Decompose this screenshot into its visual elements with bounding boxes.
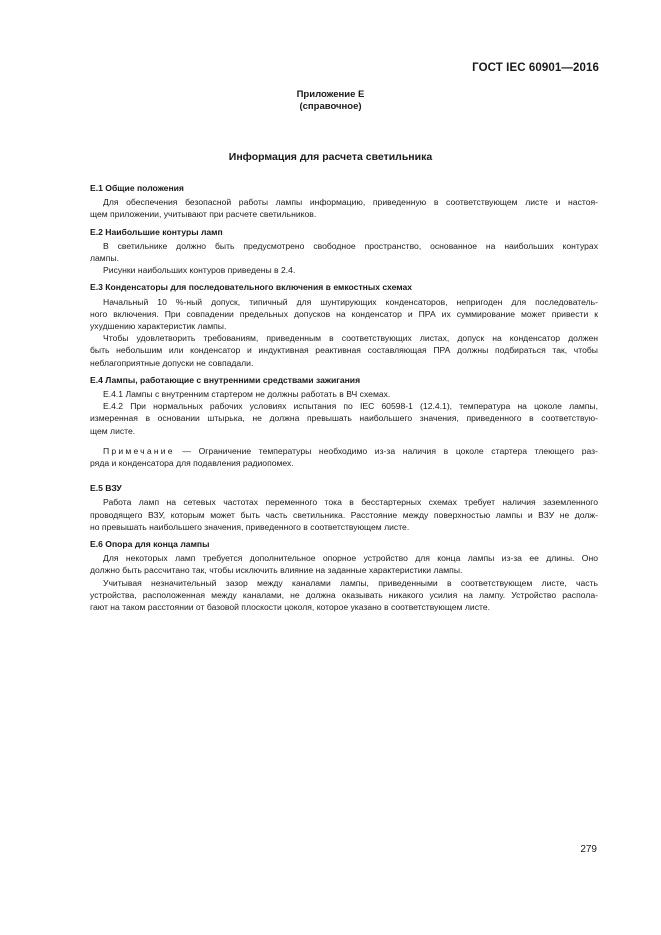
annex-title: Приложение Е: [296, 89, 365, 100]
text-line: но превышать наибольшего значения, приведенного в соответствующем листе.: [90, 521, 410, 532]
text-line: Для обеспечения безопасной работы лампы информацию, приведенную в соответствующем листе и настоя-: [103, 197, 598, 208]
text-line: лампы.: [90, 253, 119, 264]
section-e3-text: [90, 296, 598, 369]
text-line: ряда и конденсатора для подавления радиопомех.: [90, 458, 294, 469]
note-line: [90, 445, 598, 457]
text-line: щем листе.: [90, 425, 136, 436]
document-body: [90, 182, 598, 613]
text-line: Учитывая незначительный зазор между каналами лампы, приведенными в соответствующем листе, часть: [103, 577, 598, 588]
text-line: Е.4.2 При нормальных рабочих условиях испытания по IEC 60598-1 (12.4.1), температура на цоколе лампы,: [103, 401, 598, 412]
section-e1-text: [90, 196, 598, 220]
text-line: Е.4.1 Лампы с внутренним стартером не должны работать в ВЧ схемах.: [103, 389, 391, 400]
text-line: проводящего ВЗУ, которым может быть часть светильника. Расстояние между поверхностью лампы и ВЗУ не долж-: [90, 509, 598, 520]
text-line: Чтобы удовлетворить требованиям, приведенным в соответствующих листах, допуск на конденсатор должен: [103, 333, 598, 344]
section-heading-e3: Е.3 Конденсаторы для последовательного включения в емкостных схемах: [90, 282, 413, 293]
document-title: Информация для расчета светильника: [228, 151, 433, 163]
text-line: должно быть рассчитано так, чтобы исключить влияние на заданные характеристики лампы.: [90, 565, 463, 576]
section-heading-e5: Е.5 ВЗУ: [90, 483, 122, 494]
section-e4-text: [90, 388, 598, 469]
text-line: Работа ламп на сетевых частотах переменного тока в бесстартерных схемах требует наличия заземленного: [103, 497, 598, 508]
section-e5-text: [90, 496, 598, 533]
section-heading-e1: Е.1 Общие положения: [90, 183, 184, 193]
section-e6-text: [90, 552, 598, 613]
text-line: быть небольшим или конденсатор и индуктивная реактивная составляющая ПРА должны подбираться так, чтобы: [90, 345, 598, 356]
text-line: щем приложении, учитывают при расчете светильников.: [90, 209, 317, 220]
annex-status: (справочное): [299, 101, 362, 112]
annex-header: [0, 89, 661, 113]
text-line: гают на таком расстоянии от базовой плоскости цоколя, которое указано в соответствующем листе.: [90, 602, 491, 613]
standard-number: ГОСТ IEC 60901—2016: [472, 62, 599, 74]
text-line: устройства, расположенная между каналами, не должна оказывать никакого усилия на лампу. Устройство распола-: [90, 589, 598, 600]
note-text: — Ограничение температуры необходимо из-за наличия в цоколе стартера тлеющего раз-: [174, 445, 598, 456]
section-heading-e2: Е.2 Наибольшие контуры ламп: [90, 226, 223, 237]
text-line: ухудшению характеристик лампы.: [90, 321, 227, 332]
page-number: 279: [580, 844, 597, 855]
section-e2-text: [90, 240, 598, 277]
text-line: В светильнике должно быть предусмотрено свободное пространство, основанное на наибольших контурах: [103, 240, 598, 251]
text-line: неблагоприятные допуски не совпадали.: [90, 357, 254, 368]
text-line: ного включения. При совпадении предельных допусков на конденсатор и ПРА их суммирование может привести к: [90, 308, 598, 319]
text-line: Рисунки наибольших контуров приведены в 2.4.: [103, 265, 296, 276]
text-line: Начальный 10 %-ный допуск, типичный для шунтирующих конденсаторов, непригоден для последователь-: [103, 296, 598, 307]
text-line: Для некоторых ламп требуется дополнительное опорное устройство для конца лампы из-за ее длины. Оно: [103, 553, 598, 564]
section-heading-e4: Е.4 Лампы, работающие с внутренними средствами зажигания: [90, 374, 361, 385]
note-label: Примечание: [103, 445, 175, 456]
text-line: измеренная в основании штырька, не должна превышать наибольшего значения, приведенного в соответствую-: [90, 413, 598, 424]
section-heading-e6: Е.6 Опора для конца лампы: [90, 539, 210, 550]
